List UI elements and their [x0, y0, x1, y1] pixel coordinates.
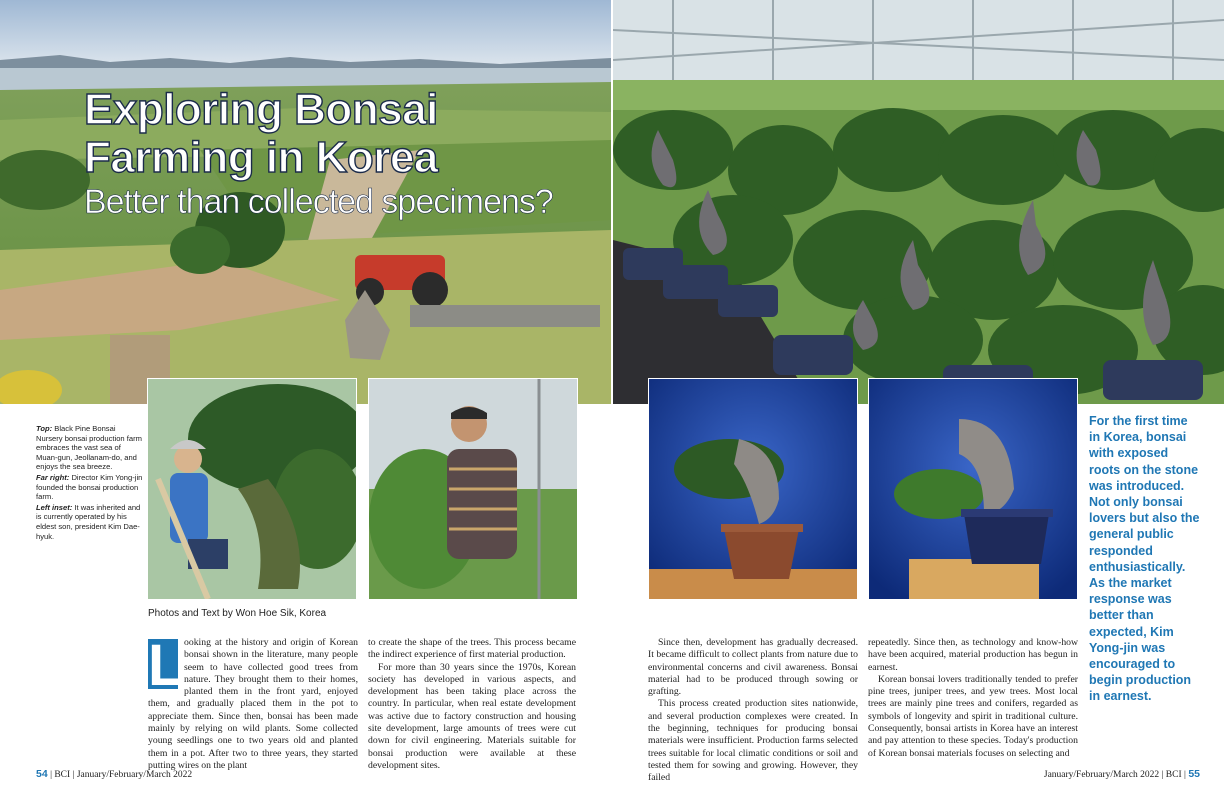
inset-photo-bonsai-brown-pot — [648, 378, 858, 600]
folio-left — [36, 768, 192, 780]
article-col3-p1: Since then, development has gradually decreased. It became difficult to collect plants from nature due to environmental concerns and civil awareness. Bonsai material had to be produced through sowing or grafting. — [648, 637, 858, 698]
folio-right-text: January/February/March 2022 | BCI | — [1043, 770, 1186, 780]
article-col2-p2: For more than 30 years since the 1970s, Korean society has developed in various aspects, and development has been taking place across the country. In particular, when real estate development was active due to factory construction and housing site development, large amounts of trees were cut down for civil engineering. Materials suitable for bonsai production were available at these development sites. — [368, 661, 576, 771]
article-col4-p1: repeatedly. Since then, as technology and know-how have been acquired, material production has begun in earnest. — [868, 637, 1078, 673]
headline-subtitle: Better than collected specimens? — [84, 183, 553, 221]
hero-photo-greenhouse-bonsai — [613, 0, 1224, 404]
caption-top-label: Top: — [36, 424, 53, 433]
article-col3-p2: This process created production sites nationwide, and several production complexes were created. In the beginning, techniques for producing bonsai materials were insufficient. Production farms selected trees suitable for local climatic conditions or soil and tested them for sowing and growing. However, they failed — [648, 698, 858, 784]
photo-caption — [36, 424, 144, 542]
article-col1-p1: ooking at the history and origin of Korean bonsai shown in the literature, many people seem to have collected good trees from nature. They brought them to their homes, planted them in the front yard, enjoyed them, and gradually placed them in the pot to appreciate them. Since then, bonsai has been made mainly by relying on wild plants. Some collected young seedlings one to two years old and planted them in a pot. After two to three years, they started putting wires on the plant — [148, 637, 358, 771]
page-number-left: 54 — [36, 768, 48, 780]
drop-cap: L — [148, 633, 184, 698]
folio-right — [1044, 768, 1200, 780]
headline-line-2: Farming in Korea — [84, 133, 438, 182]
folio-left-text: | BCI | January/February/March 2022 — [50, 770, 193, 780]
article-column-1 — [148, 633, 358, 772]
article-column-4 — [868, 637, 1078, 760]
page-number-right: 55 — [1188, 768, 1200, 780]
headline-line-1: Exploring Bonsai — [84, 85, 438, 134]
article-column-3 — [648, 637, 858, 785]
caption-left-inset-text: It was inherited and is currently operated by his eldest son, president Kim Dae-hyuk. — [36, 502, 141, 541]
inset-photo-bonsai-blue-pot — [868, 378, 1078, 600]
photo-credit: Photos and Text by Won Hoe Sik, Korea — [148, 608, 327, 619]
headline-block — [84, 86, 604, 222]
caption-far-right-label: Far right: — [36, 472, 70, 482]
pull-quote: For the first time in Korea, bonsai with exposed roots on the stone was introduced. Not only bonsai lovers but also the general public responded enthusiastically. As the market response was better than expected, Kim Yong-jin was encouraged to begin production in earnest. — [1089, 414, 1200, 704]
caption-far-right-text: Director Kim Yong-jin founded the bonsai production farm. — [36, 472, 143, 502]
caption-top-text: Black Pine Bonsai Nursery bonsai production farm embraces the vast sea of Muan-gun, Jeollanam-do, and enjoys the sea breeze. — [36, 424, 142, 472]
inset-photo-man-with-tree — [147, 378, 357, 600]
greenhouse-illustration — [613, 0, 1224, 404]
article-column-2 — [368, 637, 576, 772]
article-col4-p2: Korean bonsai lovers traditionally tended to prefer pine trees, juniper trees, and yew trees. Most local trees are mainly pine trees and conifers, regarded as symbols of longevity and spirit in traditional culture. Consequently, bonsai artists in Korea have an interest and pay attention to these species. Today's production of Korean bonsai materials focuses on selecting and — [868, 673, 1078, 759]
caption-left-inset-label: Left inset: — [36, 502, 73, 512]
inset-photo-man-pruning — [368, 378, 578, 600]
article-col2-p1: to create the shape of the trees. This process became the indirect experience of first material production. — [368, 637, 576, 661]
